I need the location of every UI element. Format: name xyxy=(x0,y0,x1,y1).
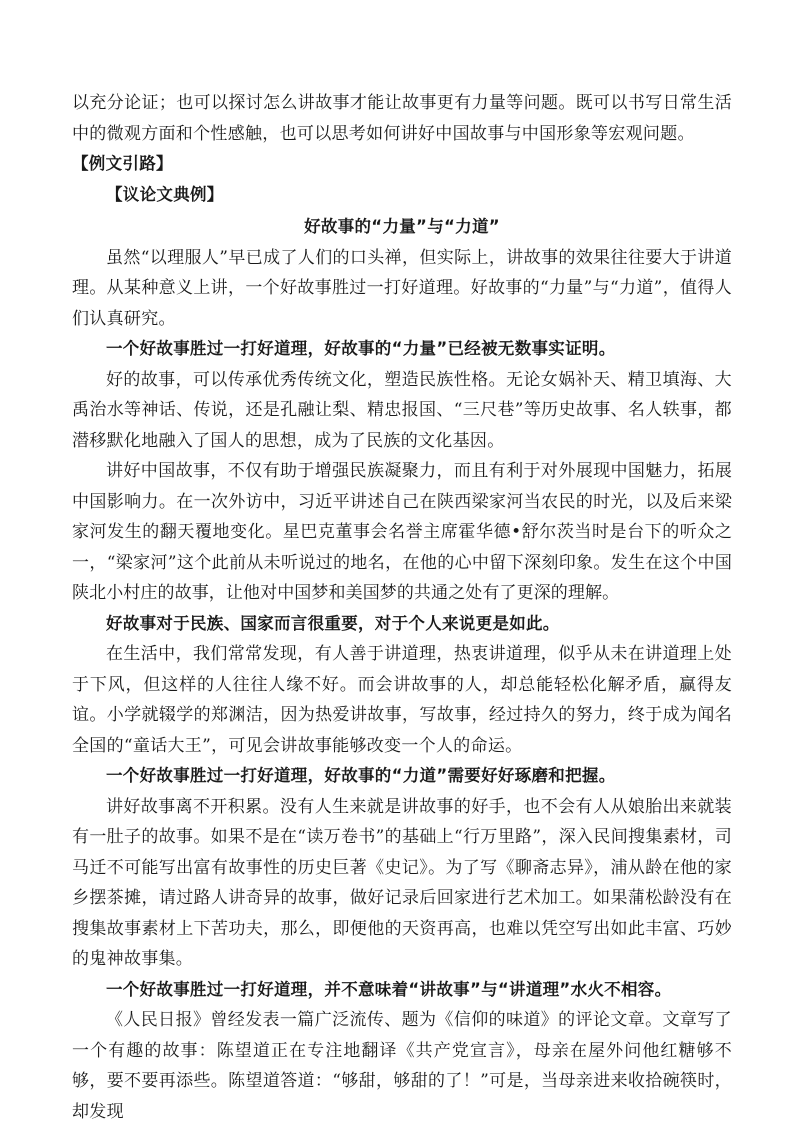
essay-paragraph: 好的故事，可以传承优秀传统文化，塑造民族性格。无论女娲补天、精卫填海、大禹治水等神话、传说，还是孔融让梨、精忠报国、“三尺巷”等历史故事、名人轶事，都潜移默化地融入了国人的思想，成为了民族的文化基因。 xyxy=(72,369,732,451)
essay-paragraph: 《人民日报》曾经发表一篇广泛流传、题为《信仰的味道》的评论文章。文章写了一个有趣的故事：陈望道正在专注地翻译《共产党宣言》，母亲在屋外问他红糖够不够，要不要再添些。陈望道答道：“够甜，够甜的了！”可是，当母亲进来收拾碗筷时，却发现 xyxy=(72,1010,732,1122)
essay-paragraph: 在生活中，我们常常发现，有人善于讲道理，热衷讲道理，似乎从未在讲道理上处于下风，但这样的人往往人缘不好。而会讲故事的人，却总能轻松化解矛盾，赢得友谊。小学就辍学的郑渊洁，因为热爱讲故事，写故事，经过持久的努力，终于成为闻名全国的“童话大王”，可见会讲故事能够改变一个人的命运。 xyxy=(72,644,732,756)
intro-paragraph: 以充分论证；也可以探讨怎么讲故事才能让故事更有力量等问题。既可以书写日常生活中的微观方面和个性感触，也可以思考如何讲好中国故事与中国形象等宏观问题。 xyxy=(72,93,732,144)
essay-paragraph: 讲好中国故事，不仅有助于增强民族凝聚力，而且有利于对外展现中国魅力，拓展中国影响力。在一次外访中，习近平讲述自己在陕西梁家河当农民的时光，以及后来梁家河发生的翻天覆地变化。星巴克董事会名誉主席霍华德•舒尔茨当时是台下的听众之一，“梁家河”这个此前从未听说过的地名，在他的心中留下深刻印象。发生在这个中国陕北小村庄的故事，让他对中国梦和美国梦的共通之处有了更深的理解。 xyxy=(72,461,732,603)
essay-title: 好故事的“力量”与“力道” xyxy=(304,217,500,236)
argument-heading: 好故事对于民族、国家而言很重要，对于个人来说更是如此。 xyxy=(106,613,560,633)
section-heading: 【例文引路】 xyxy=(72,154,173,173)
subsection-heading: 【议论文典例】 xyxy=(106,184,224,204)
argument-heading: 一个好故事胜过一打好道理，并不意味着“讲故事”与“讲道理”水火不相容。 xyxy=(106,979,672,999)
argument-heading: 一个好故事胜过一打好道理，好故事的“力道”需要好好琢磨和把握。 xyxy=(106,766,616,785)
argument-heading: 一个好故事胜过一打好道理，好故事的“力量”已经被无数事实证明。 xyxy=(106,339,616,358)
document-page xyxy=(72,88,732,1127)
essay-paragraph: 讲好故事离不开积累。没有人生来就是讲故事的好手，也不会有人从娘胎出来就装有一肚子的故事。如果不是在“读万卷书”的基础上“行万里路”，深入民间搜集素材，司马迁不可能写出富有故事性的历史巨著《史记》。为了写《聊斋志异》，浦从龄在他的家乡摆茶摊，请过路人讲奇异的故事，做好记录后回家进行艺术加工。如果蒲松龄没有在搜集故事素材上下苦功夫，那么，即便他的天资再高，也难以凭空写出如此丰富、巧妙的鬼神故事集。 xyxy=(72,796,732,969)
essay-paragraph: 虽然“以理服人”早已成了人们的口头禅，但实际上，讲故事的效果往往要大于讲道理。从某种意义上讲，一个好故事胜过一打好道理。好故事的“力量”与“力道”，值得人们认真研究。 xyxy=(72,247,732,329)
